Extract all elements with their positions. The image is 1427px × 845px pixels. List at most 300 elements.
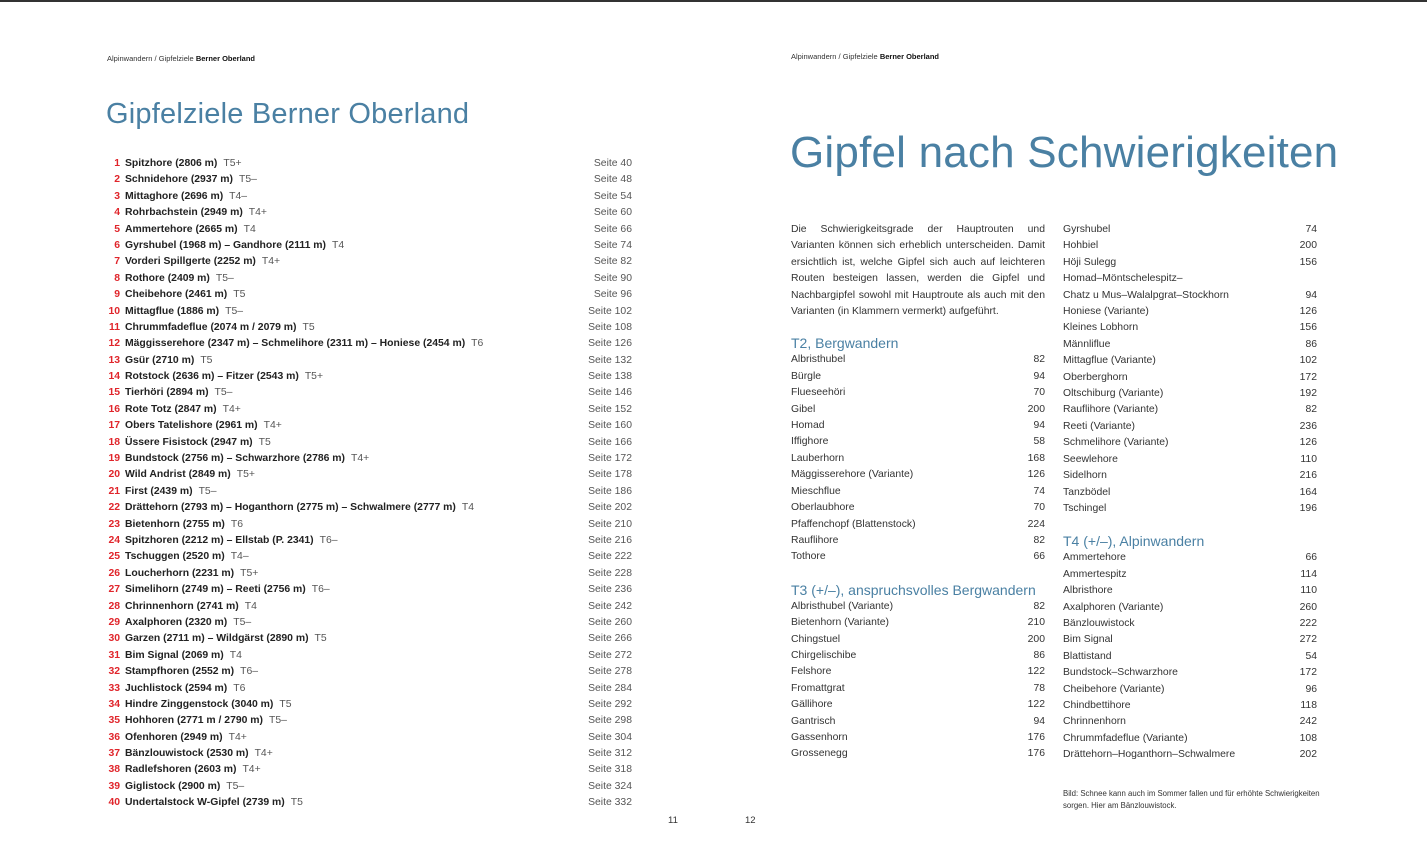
- list-item: [791, 599, 1045, 615]
- entry-grade: T5: [258, 436, 271, 448]
- entry-number: 26: [108, 567, 120, 579]
- item-page: 126: [1299, 306, 1317, 318]
- item-name: Grossenegg: [791, 748, 848, 760]
- item-page: 66: [1033, 551, 1045, 563]
- item-name: Oltschiburg (Variante): [1063, 388, 1164, 400]
- entry-name: Obers Tatelishore (2961 m): [125, 420, 258, 432]
- entry-grade: T4+: [261, 256, 281, 268]
- entry-name: Chrummfadeflue (2074 m / 2079 m): [125, 321, 297, 333]
- toc-entry: [107, 304, 632, 320]
- entry-number: 18: [108, 436, 120, 448]
- entry-number: 1: [114, 158, 120, 169]
- breadcrumb-right: [791, 52, 939, 61]
- item-page: 200: [1027, 403, 1045, 415]
- entry-page: Seite 292: [588, 698, 632, 710]
- item-name: Homad–Möntschelespitz– Chatz u Mus–Walalpgrat–Stockhorn: [1063, 273, 1229, 301]
- entry-number: 17: [108, 420, 120, 432]
- entry-name: Bänzlouwistock (2530 m): [125, 748, 249, 760]
- entry-number: 32: [108, 666, 120, 678]
- entry-page: Seite 312: [588, 748, 632, 760]
- item-page: 74: [1305, 224, 1317, 235]
- toc-entry: [107, 795, 632, 811]
- item-page: 110: [1300, 453, 1317, 465]
- entry-name: Ofenhoren (2949 m): [125, 731, 223, 743]
- entry-page: Seite 266: [588, 633, 632, 645]
- entry-name: Mittaghore (2696 m): [125, 190, 224, 202]
- list-item: [1063, 304, 1317, 320]
- item-page: 222: [1299, 617, 1317, 629]
- list-item: [1063, 567, 1317, 583]
- image-caption: Bild: Schnee kann auch im Sommer fallen und für erhöhte Schwierigkeiten sorgen. Hier am Bänzlouwistock.: [1063, 789, 1320, 810]
- list-item: [1063, 468, 1317, 484]
- toc-entry: [107, 746, 632, 762]
- entry-page: Seite 146: [588, 387, 632, 399]
- entry-grade: T5–: [238, 174, 257, 186]
- entry-number: 40: [108, 797, 120, 809]
- entry-name: Tschuggen (2520 m): [125, 551, 225, 563]
- entry-grade: T4+: [254, 748, 273, 760]
- entry-name: Mäggisserehore (2347 m) – Schmelihore (2311 m) – Honiese (2454 m): [125, 338, 466, 350]
- item-name: Gyrshubel: [1063, 224, 1111, 235]
- entry-page: Seite 216: [588, 534, 632, 546]
- list-item: [1063, 238, 1317, 254]
- entry-number: 22: [108, 502, 120, 514]
- entry-number: 19: [108, 453, 120, 465]
- entry-page: Seite 260: [588, 616, 632, 628]
- entry-page: Seite 228: [588, 567, 632, 579]
- toc-entry: [107, 730, 632, 746]
- entry-grade: T5+: [240, 567, 259, 579]
- item-name: Gantrisch: [791, 715, 836, 727]
- item-page: 118: [1300, 699, 1317, 711]
- list-item: [791, 418, 1045, 434]
- entry-page: Seite 126: [588, 338, 632, 350]
- toc-entry: [107, 582, 632, 598]
- item-name: Tanzbödel: [1063, 486, 1111, 498]
- entry-name: Mittagflue (1886 m): [125, 305, 220, 317]
- item-name: Honiese (Variante): [1063, 306, 1149, 318]
- toc-entry: [107, 271, 632, 287]
- entry-number: 34: [108, 698, 120, 710]
- entry-name: Undertalstock W-Gipfel (2739 m): [125, 797, 285, 809]
- item-name: Hohbiel: [1063, 240, 1099, 252]
- entry-name: Drättehorn (2793 m) – Hoganthorn (2775 m) – Schwalmere (2777 m): [125, 502, 456, 514]
- entry-page: Seite 186: [588, 485, 632, 497]
- item-page: 58: [1033, 436, 1045, 448]
- toc-entry: [107, 681, 632, 697]
- item-name: Bänzlouwistock: [1063, 617, 1135, 629]
- entry-number: 4: [114, 207, 120, 219]
- item-name: Oberberghorn: [1063, 371, 1128, 383]
- entry-grade: T5: [233, 289, 246, 301]
- item-name: Höji Sulegg: [1063, 256, 1117, 268]
- item-name: Sidelhorn: [1063, 470, 1107, 482]
- entry-page: Seite 102: [588, 305, 632, 317]
- list-item: [791, 402, 1045, 418]
- entry-number: 28: [108, 600, 120, 612]
- item-page: 94: [1033, 715, 1045, 727]
- entry-page: Seite 138: [588, 371, 632, 383]
- list-item: [1063, 435, 1317, 451]
- difficulty-column-1: [791, 222, 1045, 763]
- breadcrumb-path: Alpinwandern / Gipfelziele: [107, 54, 194, 63]
- breadcrumb-left: [107, 54, 255, 63]
- entry-grade: T4+: [351, 453, 370, 465]
- list-item: [1063, 747, 1317, 763]
- list-item: [1063, 271, 1317, 304]
- list-item: [1063, 600, 1317, 616]
- entry-number: 30: [108, 633, 120, 645]
- entry-grade: T4+: [242, 764, 261, 776]
- entry-grade: T5: [290, 797, 303, 809]
- toc-entry: [107, 222, 632, 238]
- item-page: 126: [1027, 469, 1045, 481]
- entry-number: 16: [108, 403, 120, 415]
- entry-grade: T5–: [198, 485, 217, 497]
- item-name: Cheibehore (Variante): [1063, 683, 1165, 695]
- item-page: 122: [1027, 666, 1045, 678]
- item-name: Tschingel: [1063, 502, 1107, 514]
- entry-number: 35: [108, 715, 120, 727]
- item-page: 108: [1299, 732, 1317, 744]
- entry-name: Gsür (2710 m): [125, 354, 195, 366]
- entry-name: Vorderi Spillgerte (2252 m): [125, 256, 256, 268]
- entry-page: Seite 272: [588, 649, 632, 661]
- entry-name: Rohrbachstein (2949 m): [125, 207, 243, 219]
- item-page: 96: [1305, 683, 1317, 695]
- entry-number: 15: [108, 387, 120, 399]
- entry-grade: T5+: [304, 371, 324, 383]
- entry-number: 23: [108, 518, 120, 530]
- entry-grade: T5–: [226, 780, 245, 792]
- entry-name: Cheibehore (2461 m): [125, 289, 228, 301]
- breadcrumb-current: Berner Oberland: [879, 52, 939, 61]
- item-name: Rauflihore (Variante): [1063, 404, 1159, 416]
- entry-name: Hohhoren (2771 m / 2790 m): [125, 715, 264, 727]
- entry-page: Seite 54: [593, 190, 632, 202]
- entry-page: Seite 242: [588, 600, 632, 612]
- entry-grade: T6: [233, 682, 246, 694]
- entry-number: 7: [114, 256, 120, 268]
- toc-entry: [107, 336, 632, 352]
- entry-grade: T4: [461, 502, 475, 514]
- toc-entry: [107, 697, 632, 713]
- list-item: [791, 451, 1045, 467]
- list-item: [1063, 550, 1317, 566]
- entry-number: 31: [108, 649, 120, 661]
- item-name: Blattistand: [1063, 650, 1112, 662]
- entry-grade: T6–: [311, 584, 330, 596]
- section-heading: T2, Bergwandern: [791, 335, 899, 352]
- entry-number: 14: [108, 371, 120, 383]
- toc-entry: [107, 484, 632, 500]
- page-number-left: 11: [668, 815, 678, 826]
- toc-entry: [107, 533, 632, 549]
- entry-name: Spitzhore (2806 m): [125, 158, 218, 169]
- entry-page: Seite 166: [588, 436, 632, 448]
- entry-page: Seite 172: [588, 453, 632, 465]
- entry-number: 8: [114, 272, 120, 284]
- item-name: Reeti (Variante): [1063, 420, 1135, 432]
- intro-paragraph: Die Schwierigkeitsgrade der Hauptrouten und Varianten können sich erheblich unterscheiden. Damit ersichtlich ist, welche Gipfel sich auch auf leichteren Routen besteigen lassen, werden die Gipfel und Nachbargipfel sowohl mit Hauptroute als auch mit den Varianten (in Klammern vermerkt) aufgeführt.: [791, 224, 1045, 318]
- entry-grade: T4+: [228, 731, 247, 743]
- toc-entry: [107, 238, 632, 254]
- list-item: [791, 467, 1045, 483]
- list-item: [791, 697, 1045, 713]
- toc-entry: [107, 435, 632, 451]
- entry-page: Seite 278: [588, 666, 632, 678]
- entry-name: Wild Andrist (2849 m): [125, 469, 231, 481]
- entry-number: 5: [114, 223, 120, 235]
- item-page: 82: [1305, 404, 1317, 416]
- entry-number: 12: [108, 338, 120, 350]
- item-page: 122: [1027, 699, 1045, 711]
- item-name: Tothore: [791, 551, 826, 563]
- item-name: Axalphoren (Variante): [1063, 601, 1164, 613]
- list-item: [791, 746, 1045, 762]
- toc-entry: [107, 713, 632, 729]
- item-page: 176: [1027, 731, 1045, 743]
- toc-entry: [107, 369, 632, 385]
- list-item: [791, 648, 1045, 664]
- item-page: 114: [1300, 568, 1317, 580]
- entry-name: Rotstock (2636 m) – Fitzer (2543 m): [125, 371, 299, 383]
- entry-page: Seite 236: [588, 584, 632, 596]
- entry-number: 6: [114, 239, 120, 251]
- entry-number: 38: [108, 764, 120, 776]
- toc-entry: [107, 205, 632, 221]
- item-name: Oberlaubhore: [791, 502, 855, 514]
- list-item: [1063, 485, 1317, 501]
- entry-name: Hindre Zinggenstock (3040 m): [125, 698, 274, 710]
- item-page: 94: [1033, 420, 1045, 432]
- entry-page: Seite 40: [593, 158, 632, 169]
- entry-number: 27: [108, 584, 120, 596]
- item-page: 156: [1299, 322, 1317, 334]
- toc-entry: [107, 566, 632, 582]
- item-page: 236: [1299, 420, 1317, 432]
- entry-name: First (2439 m): [125, 485, 193, 497]
- list-item: [1063, 649, 1317, 665]
- item-page: 78: [1033, 682, 1045, 694]
- entry-name: Spitzhoren (2212 m) – Ellstab (P. 2341): [125, 534, 314, 546]
- item-page: 66: [1305, 552, 1317, 564]
- list-item: [1063, 583, 1317, 599]
- entry-grade: T4+: [222, 403, 241, 415]
- item-name: Bundstock–Schwarzhore: [1063, 667, 1178, 679]
- entry-page: Seite 324: [588, 780, 632, 792]
- list-item: [1063, 386, 1317, 402]
- list-item: [1063, 452, 1317, 468]
- item-name: Mittagflue (Variante): [1063, 355, 1156, 367]
- item-page: 176: [1027, 748, 1045, 760]
- table-of-contents: [107, 156, 632, 812]
- toc-entry: [107, 451, 632, 467]
- toc-entry: [107, 664, 632, 680]
- entry-name: Juchlistock (2594 m): [125, 682, 228, 694]
- item-page: 126: [1299, 437, 1317, 449]
- entry-grade: T4: [229, 649, 242, 661]
- toc-entry: [107, 402, 632, 418]
- toc-entry: [107, 467, 632, 483]
- entry-grade: T6: [230, 518, 244, 530]
- entry-page: Seite 298: [588, 715, 632, 727]
- entry-page: Seite 48: [593, 174, 632, 186]
- entry-number: 10: [108, 305, 120, 317]
- item-name: Bürgle: [791, 370, 822, 382]
- item-page: 172: [1299, 667, 1317, 679]
- toc-entry: [107, 762, 632, 778]
- entry-name: Simelihorn (2749 m) – Reeti (2756 m): [125, 584, 306, 596]
- entry-page: Seite 82: [593, 256, 632, 268]
- list-item: [1063, 714, 1317, 730]
- item-name: Homad: [791, 420, 825, 432]
- section-heading: T3 (+/–), anspruchsvolles Bergwandern: [791, 581, 1036, 598]
- entry-name: Axalphoren (2320 m): [125, 616, 228, 628]
- entry-grade: T4–: [229, 190, 248, 202]
- entry-name: Rote Totz (2847 m): [125, 403, 217, 415]
- section-gap: [1063, 517, 1317, 532]
- entry-grade: T5: [302, 321, 315, 333]
- item-page: 102: [1299, 355, 1317, 367]
- item-page: 54: [1305, 650, 1317, 662]
- item-page: 156: [1299, 256, 1317, 268]
- item-page: 82: [1033, 600, 1045, 612]
- entry-number: 21: [108, 485, 120, 497]
- toc-entry: [107, 287, 632, 303]
- item-page: 242: [1299, 716, 1317, 728]
- entry-number: 11: [109, 321, 120, 333]
- item-page: 86: [1033, 649, 1045, 661]
- entry-name: Bim Signal (2069 m): [125, 649, 224, 661]
- list-item: [791, 632, 1045, 648]
- entry-number: 2: [114, 174, 120, 186]
- toc-entry: [107, 549, 632, 565]
- list-item: [791, 615, 1045, 631]
- list-item: [1063, 402, 1317, 418]
- list-item: [791, 714, 1045, 730]
- entry-grade: T5–: [225, 305, 244, 317]
- item-name: Kleines Lobhorn: [1063, 322, 1139, 334]
- entry-page: Seite 108: [588, 321, 632, 333]
- list-item: [1063, 665, 1317, 681]
- entry-name: Radlefshoren (2603 m): [125, 764, 237, 776]
- toc-entry: [107, 648, 632, 664]
- entry-number: 24: [108, 534, 120, 546]
- entry-name: Gyrshubel (1968 m) – Gandhore (2111 m): [125, 239, 326, 251]
- list-item: [791, 533, 1045, 549]
- item-name: Flueseehöri: [791, 387, 846, 399]
- entry-name: Giglistock (2900 m): [125, 780, 221, 792]
- item-name: Albristhubel (Variante): [791, 600, 894, 612]
- page-title-right: Gipfel nach Schwierigkeiten: [790, 128, 1339, 177]
- entry-grade: T5+: [236, 469, 255, 481]
- item-name: Lauberhorn: [791, 452, 845, 464]
- item-name: Iffighore: [791, 436, 829, 448]
- item-name: Chrinnenhorn: [1063, 716, 1126, 728]
- toc-entry: [107, 156, 632, 172]
- entry-page: Seite 160: [588, 420, 632, 432]
- item-page: 86: [1305, 338, 1317, 350]
- item-page: 70: [1033, 387, 1045, 399]
- list-item: [1063, 222, 1317, 238]
- item-name: Gibel: [791, 403, 816, 415]
- toc-entry: [107, 631, 632, 647]
- entry-grade: T5–: [215, 272, 234, 284]
- entry-grade: T5: [314, 633, 327, 645]
- entry-number: 33: [108, 682, 120, 694]
- entry-grade: T4–: [230, 551, 249, 563]
- entry-number: 29: [108, 616, 120, 628]
- entry-grade: T4+: [248, 207, 267, 219]
- entry-page: Seite 210: [588, 518, 632, 530]
- item-name: Bietenhorn (Variante): [791, 617, 889, 629]
- item-page: 192: [1299, 388, 1317, 400]
- item-page: 210: [1027, 617, 1045, 629]
- entry-grade: T5–: [214, 387, 233, 399]
- list-item: [791, 549, 1045, 565]
- entry-grade: T6: [471, 338, 484, 350]
- list-item: [1063, 255, 1317, 271]
- entry-grade: T4: [243, 223, 256, 235]
- difficulty-column-2: [1063, 222, 1317, 764]
- entry-name: Chrinnenhorn (2741 m): [125, 600, 239, 612]
- breadcrumb-path: Alpinwandern / Gipfelziele: [791, 52, 878, 61]
- item-page: 110: [1300, 585, 1317, 597]
- entry-grade: T6–: [240, 666, 259, 678]
- toc-entry: [107, 385, 632, 401]
- item-name: Felshore: [791, 666, 832, 678]
- page-number-right: 12: [745, 815, 756, 826]
- entry-grade: T5: [279, 698, 292, 710]
- toc-entry: [107, 254, 632, 270]
- entry-number: 20: [108, 469, 120, 481]
- list-item: [791, 385, 1045, 401]
- item-name: Mieschflue: [791, 485, 841, 497]
- item-page: 164: [1299, 486, 1317, 498]
- toc-entry: [107, 320, 632, 336]
- entry-grade: T4: [244, 600, 257, 612]
- breadcrumb-current: Berner Oberland: [195, 54, 255, 63]
- item-page: 272: [1299, 634, 1317, 646]
- item-name: Rauflihore: [791, 534, 839, 546]
- entry-page: Seite 90: [593, 272, 632, 284]
- item-name: Bim Signal: [1063, 634, 1113, 646]
- item-page: 200: [1027, 633, 1045, 645]
- entry-name: Üssere Fisistock (2947 m): [125, 436, 253, 448]
- item-page: 82: [1033, 534, 1045, 546]
- entry-number: 39: [108, 780, 120, 792]
- list-item: [1063, 682, 1317, 698]
- item-name: Pfaffenchopf (Blattenstock): [791, 518, 916, 530]
- entry-name: Bundstock (2756 m) – Schwarzhore (2786 m): [125, 453, 346, 465]
- entry-name: Stampfhoren (2552 m): [125, 666, 235, 678]
- list-item: [791, 500, 1045, 516]
- item-name: Chingstuel: [791, 633, 841, 645]
- list-item: [791, 369, 1045, 385]
- toc-entry: [107, 599, 632, 615]
- item-page: 196: [1299, 502, 1317, 514]
- toc-entry: [107, 779, 632, 795]
- entry-number: 37: [108, 748, 120, 760]
- entry-page: Seite 60: [593, 207, 632, 219]
- entry-grade: T4: [331, 239, 345, 251]
- list-item: [1063, 616, 1317, 632]
- entry-name: Garzen (2711 m) – Wildgärst (2890 m): [125, 633, 309, 645]
- entry-page: Seite 202: [588, 502, 632, 514]
- entry-name: Ammertehore (2665 m): [125, 223, 238, 235]
- item-page: 70: [1033, 502, 1045, 514]
